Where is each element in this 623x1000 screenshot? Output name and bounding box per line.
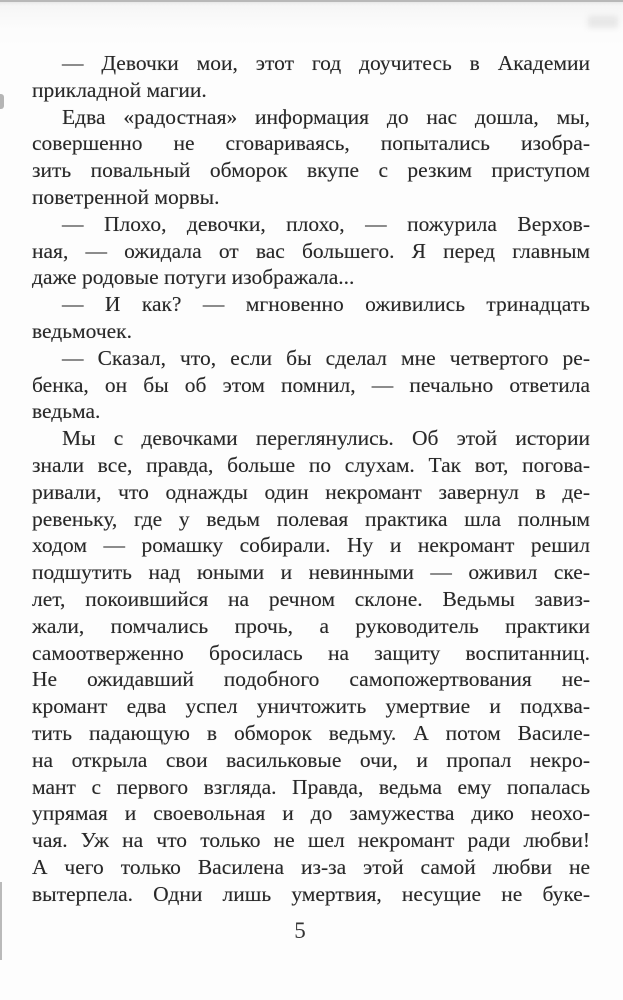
text-line: прикладной магии.: [32, 77, 207, 102]
text-line: — И как? — мгновенно оживились тринадцать: [62, 292, 590, 317]
text-line: подшутить над юными и невинными — оживил ске-: [32, 560, 590, 585]
text-line: ведьмочек.: [32, 318, 133, 343]
text-block: [32, 50, 590, 908]
text-line: упрямая и своевольная и до замужества дико неохо-: [32, 801, 590, 826]
text-line: Не ожидавший подобного самопожертвования не-: [32, 667, 590, 692]
text-line: А чего только Василена из-за этой самой любви не: [32, 854, 590, 879]
text-line: зить повальный обморок вкупе с резким приступом: [32, 158, 590, 183]
text-line: даже родовые потуги изображала...: [32, 265, 355, 290]
text-line: — Девочки мои, этот год доучитесь в Академии: [62, 51, 590, 75]
text-line: ревеньку, где у ведьм полевая практика шла полным: [32, 506, 590, 531]
text-line: на открыла свои васильковые очи, и пропал некро-: [32, 747, 590, 772]
text-line: знали все, правда, больше по слухам. Так вот, погова-: [32, 452, 590, 477]
page-number: 5: [294, 918, 306, 943]
text-line: самоотверженно бросилась на защиту воспитанниц.: [32, 640, 590, 665]
scan-artifact-left-mark: [0, 94, 4, 109]
text-line: ная, — ожидала от вас большего. Я перед главным: [32, 238, 590, 263]
text-line: — Сказал, что, если бы сделал мне четвертого ре-: [62, 345, 590, 370]
text-line: кромант едва успел уничтожить умертвие и подхва-: [32, 694, 590, 719]
text-line: совершенно не сговариваясь, попытались изобра-: [32, 131, 590, 156]
text-line: — Плохо, девочки, плохо, — пожурила Верхов-: [62, 211, 590, 236]
text-line: жали, помчались прочь, а руководитель практики: [32, 613, 590, 638]
text-line: чая. Уж на что только не шел некромант ради любви!: [32, 828, 590, 853]
text-line: тить падающую в обморок ведьму. А потом Василе-: [32, 720, 590, 745]
scan-artifact-right-smudge: [588, 16, 618, 28]
text-line: вытерпела. Одни лишь умертвия, несущие не буке-: [32, 881, 590, 906]
text-line: бенка, он бы об этом помнил, — печально ответила: [32, 372, 590, 397]
text-line: Мы с девочками переглянулись. Об этой истории: [62, 426, 590, 451]
scan-artifact-top-tint: [0, 0, 623, 48]
text-line: мант с первого взгляда. Правда, ведьма ему попалась: [32, 774, 590, 799]
text-line: ходом — ромашку собирали. Ну и некромант решил: [32, 533, 590, 558]
text-line: ривали, что однажды один некромант завернул в де-: [32, 479, 590, 504]
text-line: поветренной морвы.: [32, 184, 220, 209]
text-line: лет, покоившийся на речном склоне. Ведьмы завиз-: [32, 586, 590, 611]
text-line: Едва «радостная» информация до нас дошла, мы,: [62, 104, 590, 129]
text-line: ведьма.: [32, 399, 101, 424]
scan-artifact-top-edge: [0, 0, 623, 6]
